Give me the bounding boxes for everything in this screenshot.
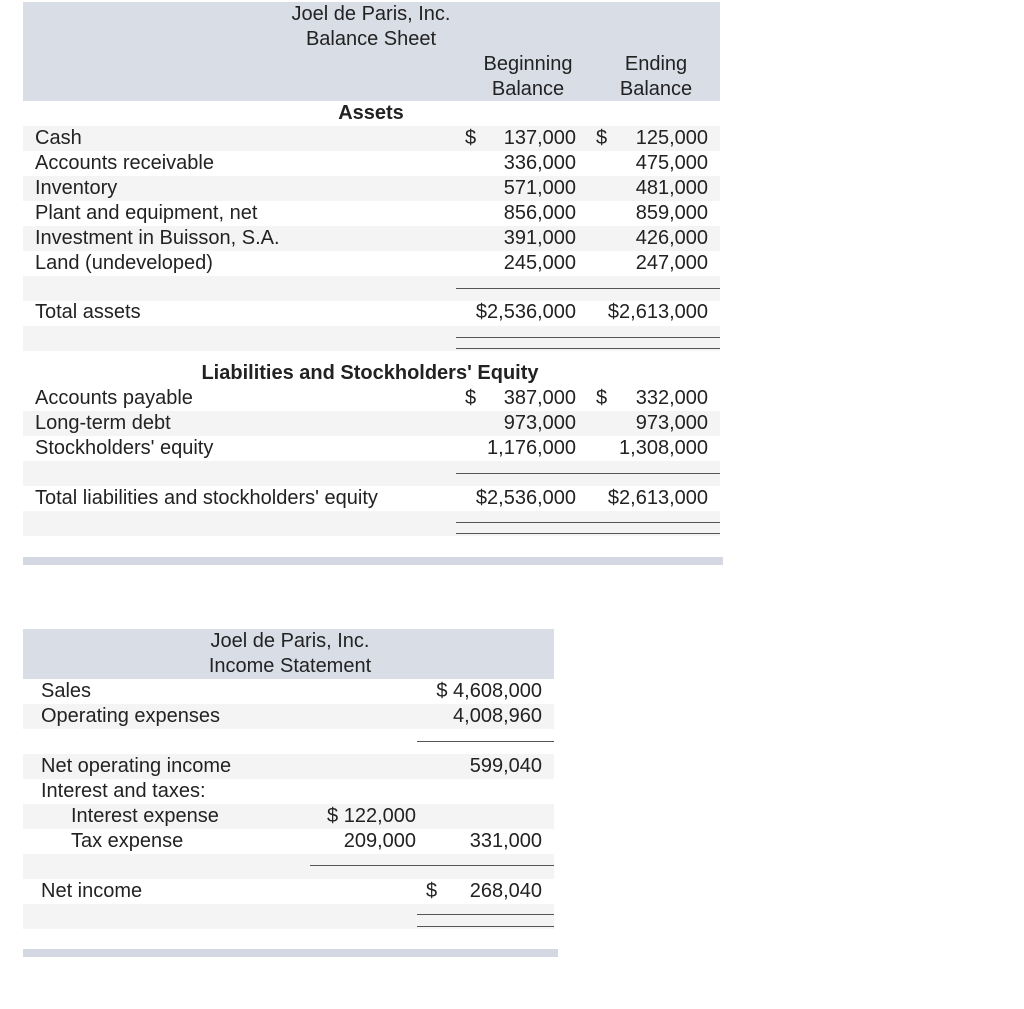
subtotal-rule [310,865,554,866]
beginning-value: $2,536,000 [475,487,576,509]
double-rule [417,926,554,927]
ending-value: 475,000 [635,152,708,174]
row-label: Plant and equipment, net [35,202,258,224]
balance-sheet-company: Joel de Paris, Inc. [291,3,451,25]
row-value: 4,008,960 [453,705,542,727]
row-label: Operating expenses [41,705,221,727]
double-rule [456,348,720,349]
row-label: Cash [35,127,82,149]
row-label: Accounts receivable [35,152,214,174]
assets-heading: Assets [338,102,404,124]
row-value: 268,040 [469,880,542,902]
beginning-value: 336,000 [503,152,576,174]
ending-value: 125,000 [635,127,708,149]
ending-value: 859,000 [635,202,708,224]
subtotal-rule [417,741,554,742]
row-label: Interest expense [71,805,219,827]
double-rule [456,337,720,338]
beginning-value: $2,536,000 [475,301,576,323]
ending-value: 426,000 [635,227,708,249]
beginning-value: 856,000 [503,202,576,224]
row-band [23,854,554,879]
col-beginning-line1: Beginning [483,53,573,75]
row-label: Investment in Buisson, S.A. [35,227,280,249]
row-label: Tax expense [71,830,184,852]
income-statement-title: Income Statement [208,655,372,677]
row-label: Total assets [35,301,141,323]
beginning-value: 387,000 [503,387,576,409]
dollar-sign: $ [465,127,477,149]
double-rule [456,522,720,523]
dollar-sign: $ [596,127,608,149]
row-value: $ 122,000 [327,805,416,827]
liabilities-heading: Liabilities and Stockholders' Equity [201,362,539,384]
ending-value: 973,000 [635,412,708,434]
balance-sheet-title: Balance Sheet [305,28,437,50]
col-beginning-line2: Balance [491,78,565,100]
income-statement-company: Joel de Paris, Inc. [210,630,370,652]
col-ending-line2: Balance [619,78,693,100]
row-label: Total liabilities and stockholders' equity [35,487,378,509]
row-total: 331,000 [469,830,542,852]
col-ending-line1: Ending [624,53,688,75]
row-label: Sales [41,680,92,702]
row-value: 599,040 [469,755,542,777]
section-footer-bar [23,949,558,957]
row-label: Net operating income [41,755,232,777]
ending-value: 1,308,000 [619,437,708,459]
row-label: Net income [41,880,143,902]
beginning-value: 137,000 [503,127,576,149]
row-label: Accounts payable [35,387,193,409]
row-value: 209,000 [343,830,416,852]
subtotal-rule [456,473,720,474]
ending-value: 481,000 [635,177,708,199]
row-label: Stockholders' equity [35,437,214,459]
dollar-sign: $ [426,880,438,902]
beginning-value: 1,176,000 [487,437,576,459]
beginning-value: 571,000 [503,177,576,199]
ending-value: 247,000 [635,252,708,274]
row-label: Long-term debt [35,412,171,434]
beginning-value: 245,000 [503,252,576,274]
ending-value: $2,613,000 [607,301,708,323]
interest-taxes-label: Interest and taxes: [41,780,206,802]
dollar-sign: $ [596,387,608,409]
row-value: $ 4,608,000 [436,680,542,702]
ending-value: $2,613,000 [607,487,708,509]
ending-value: 332,000 [635,387,708,409]
row-label: Inventory [35,177,118,199]
section-footer-bar [23,557,723,565]
double-rule [456,533,720,534]
row-label: Land (undeveloped) [35,252,213,274]
beginning-value: 973,000 [503,412,576,434]
dollar-sign: $ [465,387,477,409]
subtotal-rule [456,288,720,289]
double-rule [417,914,554,915]
beginning-value: 391,000 [503,227,576,249]
